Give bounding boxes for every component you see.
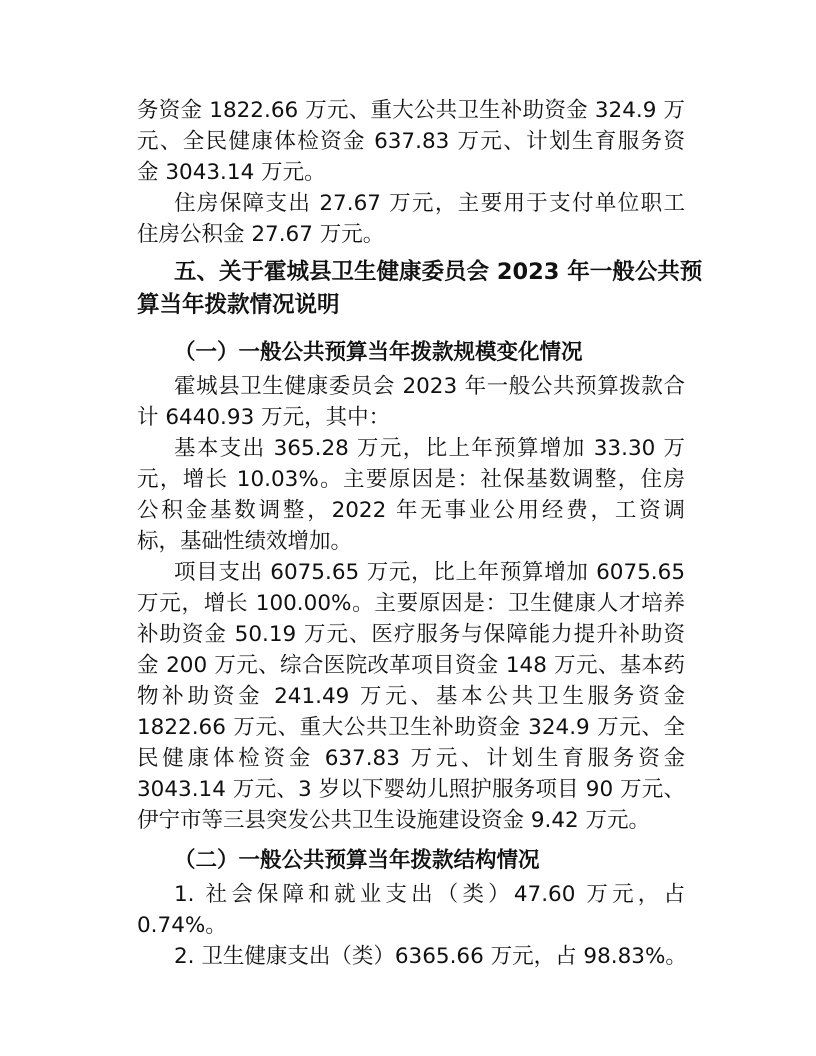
body-text-line: 住房公积金 27.67 万元。 [137, 222, 385, 247]
body-text-line: 计 6440.93 万元，其中： [137, 405, 391, 430]
body-text-line: 霍城县卫生健康委员会 2023 年一般公共预算拨款合 [174, 374, 685, 399]
body-text-line: 伊宁市等三县突发公共卫生设施建设资金 9.42 万元。 [137, 808, 651, 833]
body-text-line: 万元，增长 100.00%。主要原因是：卫生健康人才培养 [137, 591, 685, 616]
body-text-line: 务资金 1822.66 万元、重大公共卫生补助资金 324.9 万 [137, 98, 685, 123]
body-text-line: 基本支出 365.28 万元，比上年预算增加 33.30 万 [174, 436, 685, 461]
list-item-line: 0.74%。 [137, 913, 227, 938]
list-item-line: 2. 卫生健康支出（类）6365.66 万元，占 98.83%。 [174, 944, 687, 969]
body-text-line: 3043.14 万元、3 岁以下婴幼儿照护服务项目 90 万元、 [137, 777, 685, 802]
body-text-line: 标，基础性绩效增加。 [137, 529, 353, 554]
body-text-line: 住房保障支出 27.67 万元，主要用于支付单位职工 [174, 191, 685, 216]
section-heading: 算当年拨款情况说明 [137, 292, 340, 318]
body-text-line: 金 3043.14 万元。 [137, 160, 326, 185]
subsection-heading: （二）一般公共预算当年拨款结构情况 [174, 848, 540, 873]
body-text-line: 元、全民健康体检资金 637.83 万元、计划生育服务资 [137, 129, 685, 154]
body-text-line: 公积金基数调整，2022 年无事业公用经费，工资调 [137, 498, 685, 523]
subsection-heading: （一）一般公共预算当年拨款规模变化情况 [174, 340, 583, 365]
body-text-line: 元，增长 10.03%。主要原因是：社保基数调整，住房 [137, 467, 685, 492]
section-heading: 五、关于霍城县卫生健康委员会 2023 年一般公共预 [174, 259, 703, 285]
body-text-line: 项目支出 6075.65 万元，比上年预算增加 6075.65 [174, 560, 685, 585]
body-text-line: 民健康体检资金 637.83 万元、计划生育服务资金 [137, 746, 685, 771]
body-text-line: 1822.66 万元、重大公共卫生补助资金 324.9 万元、全 [137, 715, 685, 740]
list-item-line: 1. 社会保障和就业支出（类）47.60 万元，占 [174, 882, 685, 907]
body-text-line: 金 200 万元、综合医院改革项目资金 148 万元、基本药 [137, 653, 685, 678]
body-text-line: 补助资金 50.19 万元、医疗服务与保障能力提升补助资 [137, 622, 685, 647]
body-text-line: 物补助资金 241.49 万元、基本公共卫生服务资金 [137, 684, 685, 709]
